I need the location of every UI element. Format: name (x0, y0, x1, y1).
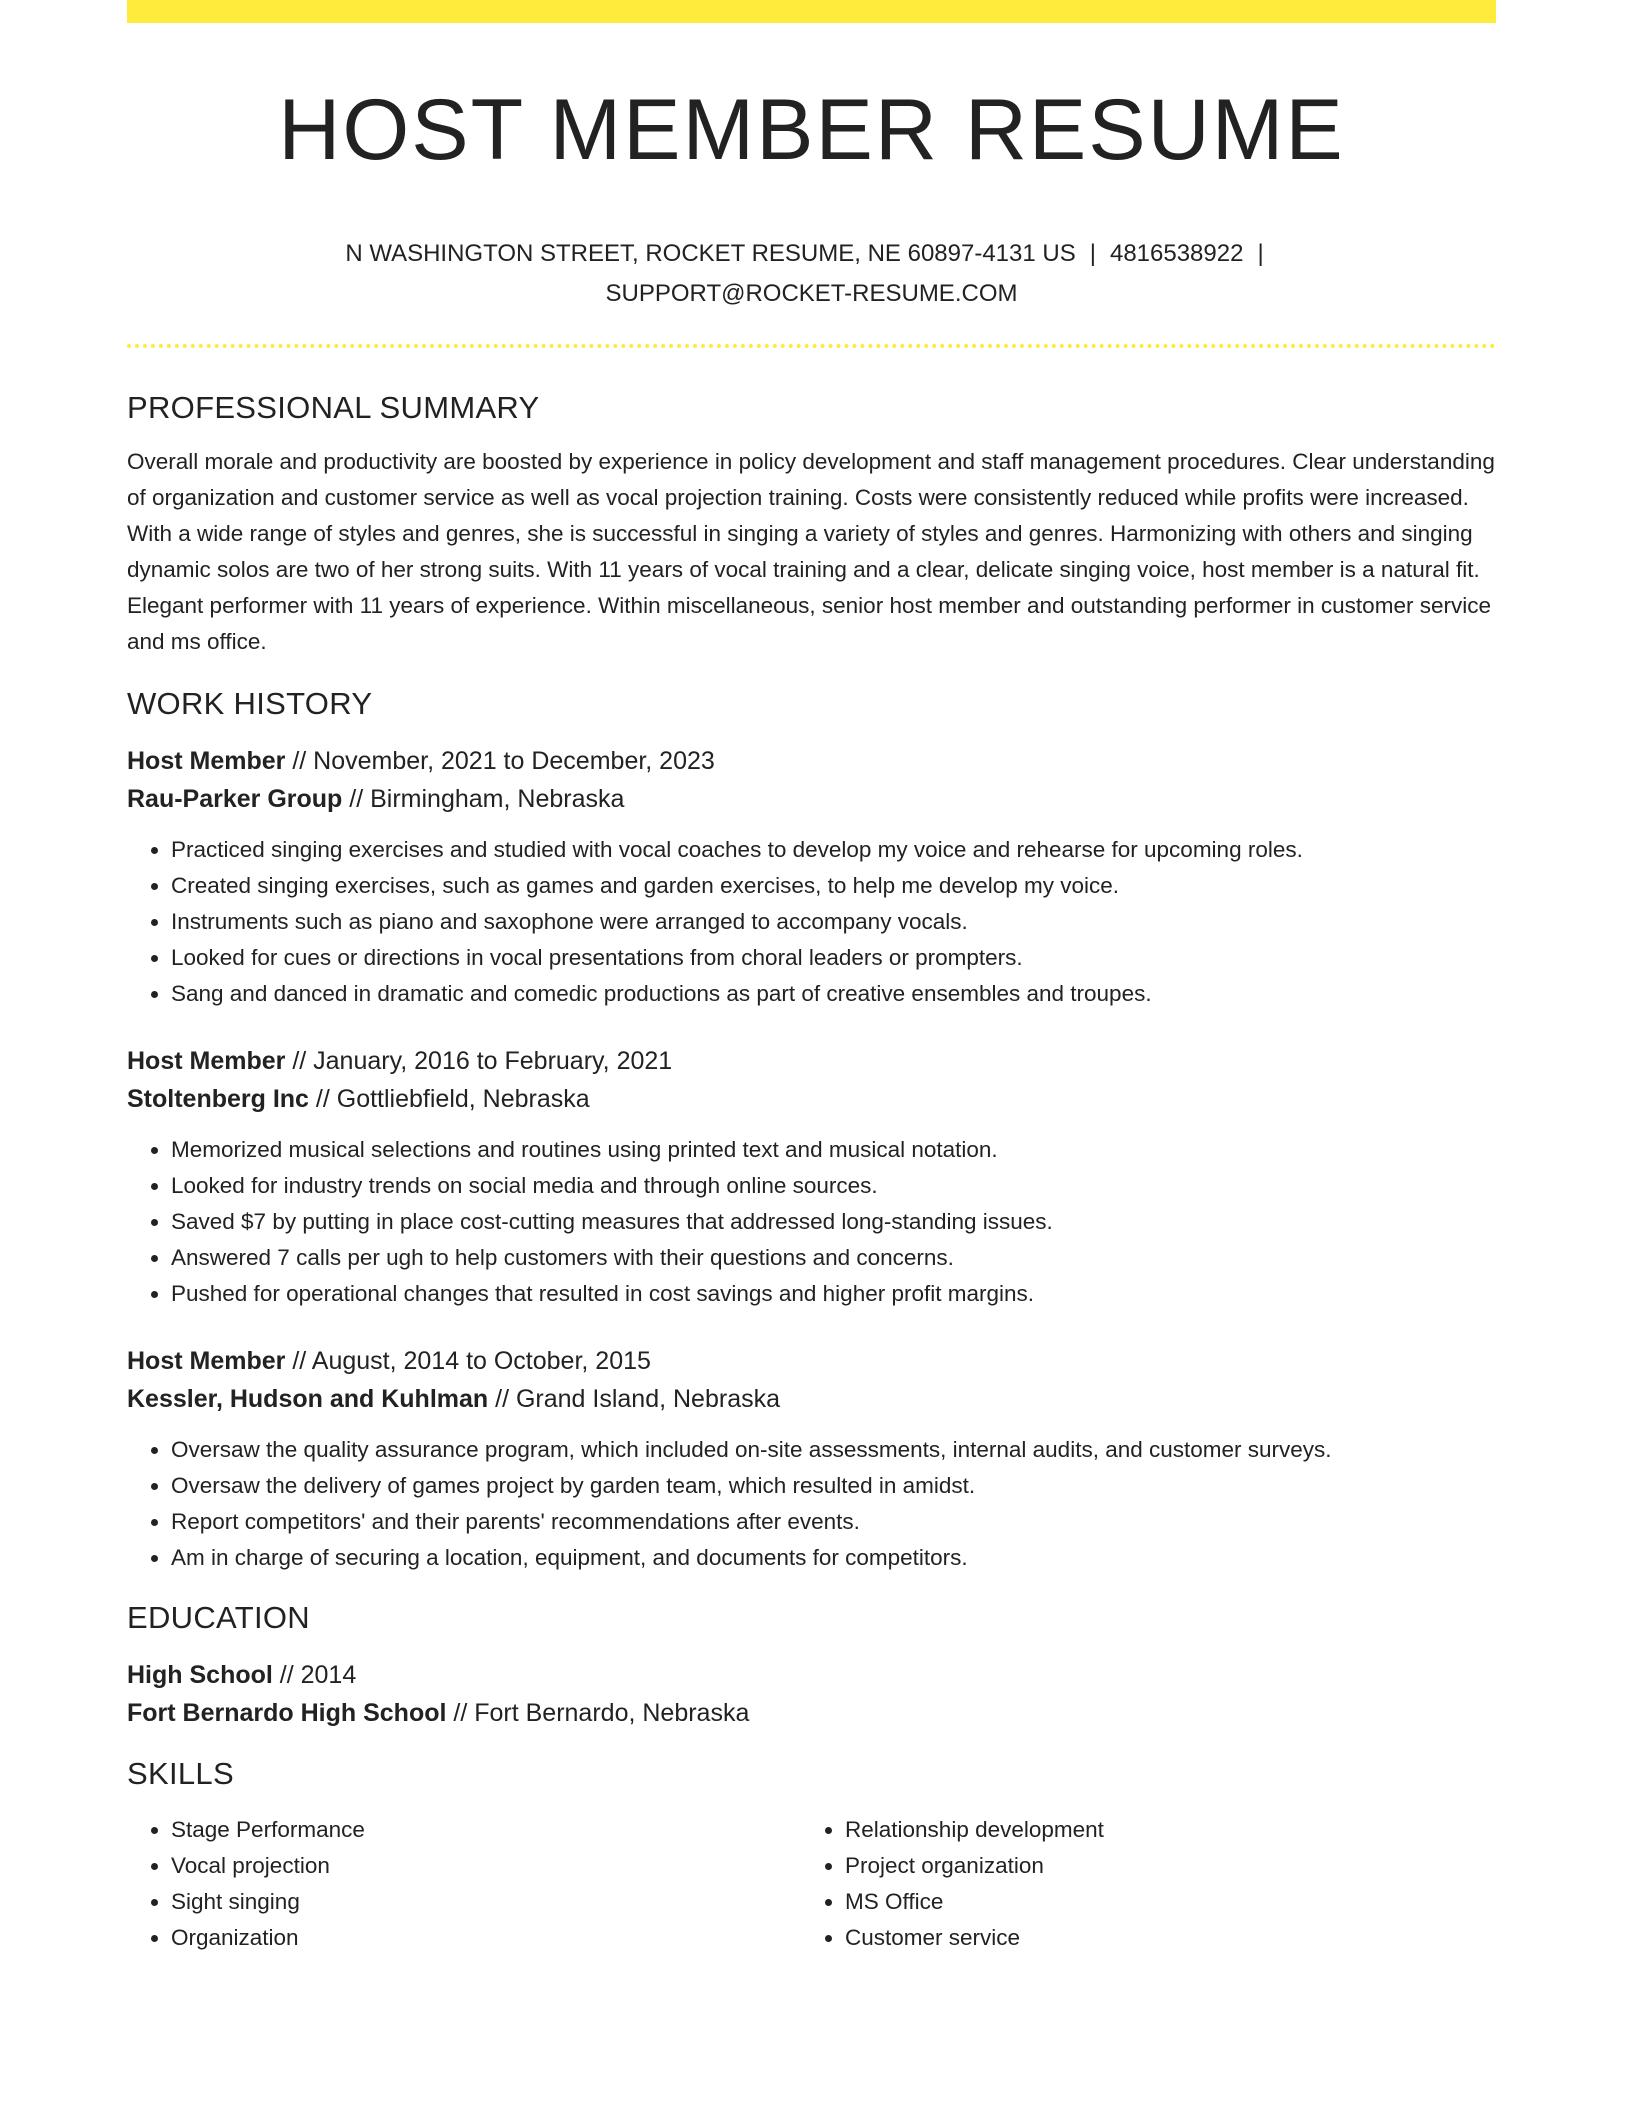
job-company: Stoltenberg Inc (127, 1085, 309, 1113)
job-bullet: • Created singing exercises, such as games and garden exercises, to help me develop my voice. (171, 868, 1496, 904)
resume-title: HOST MEMBER RESUME (278, 82, 1345, 178)
skill-item: • Customer service (845, 1920, 1475, 1956)
section-heading-summary: PROFESSIONAL SUMMARY (127, 390, 540, 425)
contact-separator: | (1089, 240, 1096, 267)
job-title: Host Member (127, 747, 286, 775)
job-dates: // November, 2021 to December, 2023 (285, 747, 715, 775)
job-title-line (127, 1042, 1496, 1080)
education-location: // Fort Bernardo, Nebraska (446, 1699, 750, 1727)
job-bullet: • Looked for cues or directions in vocal presentations from choral leaders or prompters. (171, 940, 1496, 976)
job-dates: // January, 2016 to February, 2021 (285, 1047, 673, 1075)
job-bullets (127, 1132, 1496, 1312)
section-heading-skills: SKILLS (127, 1756, 234, 1791)
skill-item: • MS Office (845, 1884, 1475, 1920)
resume-content (127, 388, 1496, 1956)
job-entry (127, 742, 1496, 1012)
skill-item: • Stage Performance (171, 1812, 801, 1848)
job-bullet: • Instruments such as piano and saxophone were arranged to accompany vocals. (171, 904, 1496, 940)
section-heading-work-history: WORK HISTORY (127, 686, 373, 721)
job-bullet: • Saved $7 by putting in place cost-cutting measures that addressed long-standing issues. (171, 1204, 1496, 1240)
job-company: Kessler, Hudson and Kuhlman (127, 1385, 489, 1413)
job-location: // Gottliebfield, Nebraska (308, 1085, 590, 1113)
job-bullet: • Am in charge of securing a location, equipment, and documents for competitors. (171, 1540, 1496, 1576)
skills-grid (127, 1812, 1496, 1956)
dotted-divider (127, 344, 1496, 348)
education-year: // 2014 (272, 1661, 357, 1689)
job-bullets (127, 1432, 1496, 1576)
job-bullet: • Answered 7 calls per ugh to help customers with their questions and concerns. (171, 1240, 1496, 1276)
job-bullet: • Pushed for operational changes that resulted in cost savings and higher profit margins. (171, 1276, 1496, 1312)
work-history-section (127, 684, 1496, 1576)
job-company-line (127, 1080, 1496, 1118)
education-degree: High School (127, 1661, 273, 1689)
education-school-line (127, 1694, 1496, 1732)
contact-phone: 4816538922 (1109, 240, 1244, 267)
job-title: Host Member (127, 1347, 286, 1375)
job-bullet: • Report competitors' and their parents' recommendations after events. (171, 1504, 1496, 1540)
contact-info (127, 234, 1496, 314)
job-bullet: • Practiced singing exercises and studied with vocal coaches to develop my voice and rehearse for upcoming roles. (171, 832, 1496, 868)
job-entry (127, 1342, 1496, 1576)
job-bullet: • Oversaw the quality assurance program, which included on-site assessments, internal audits, and customer surveys. (171, 1432, 1496, 1468)
summary-section (127, 388, 1496, 660)
job-dates: // August, 2014 to October, 2015 (285, 1347, 651, 1375)
job-bullet: • Oversaw the delivery of games project by garden team, which resulted in amidst. (171, 1468, 1496, 1504)
job-location: // Grand Island, Nebraska (488, 1385, 780, 1413)
contact-email: SUPPORT@ROCKET-RESUME.COM (605, 280, 1018, 307)
skill-item: • Sight singing (171, 1884, 801, 1920)
job-bullet: • Memorized musical selections and routines using printed text and musical notation. (171, 1132, 1496, 1168)
contact-address: N WASHINGTON STREET, ROCKET RESUME, NE 60897-4131 US (345, 240, 1076, 267)
accent-top-bar (127, 0, 1496, 23)
skills-column-right (801, 1812, 1475, 1956)
skill-item: • Organization (171, 1920, 801, 1956)
job-title-line (127, 1342, 1496, 1380)
job-bullet: • Sang and danced in dramatic and comedic productions as part of creative ensembles and troupes. (171, 976, 1496, 1012)
job-company: Rau-Parker Group (127, 785, 343, 813)
job-title-line (127, 742, 1496, 780)
job-company-line (127, 780, 1496, 818)
education-school: Fort Bernardo High School (127, 1699, 447, 1727)
education-degree-line (127, 1656, 1496, 1694)
contact-separator: | (1257, 240, 1264, 267)
skills-section (127, 1754, 1496, 1956)
skills-column-left (127, 1812, 801, 1956)
summary-text: Overall morale and productivity are boosted by experience in policy development and staff management procedures. Clear understanding of organization and customer service as well as vocal projection training. Costs were consistently reduced while profits were increased. With a wide range of styles and genres, she is successful in singing a variety of styles and genres. Harmonizing with others and singing dynamic solos are two of her strong suits. With 11 years of vocal training and a clear, delicate singing voice, host member is a natural fit. Elegant performer with 11 years of experience. Within miscellaneous, senior host member and outstanding performer in customer service and ms office. (127, 449, 1495, 654)
section-heading-education: EDUCATION (127, 1600, 310, 1635)
education-section (127, 1598, 1496, 1732)
skill-item: • Vocal projection (171, 1848, 801, 1884)
job-title: Host Member (127, 1047, 286, 1075)
skill-item: • Project organization (845, 1848, 1475, 1884)
skill-item: • Relationship development (845, 1812, 1475, 1848)
job-bullet: • Looked for industry trends on social media and through online sources. (171, 1168, 1496, 1204)
job-bullets (127, 832, 1496, 1012)
job-company-line (127, 1380, 1496, 1418)
job-entry (127, 1042, 1496, 1312)
job-location: // Birmingham, Nebraska (342, 785, 625, 813)
